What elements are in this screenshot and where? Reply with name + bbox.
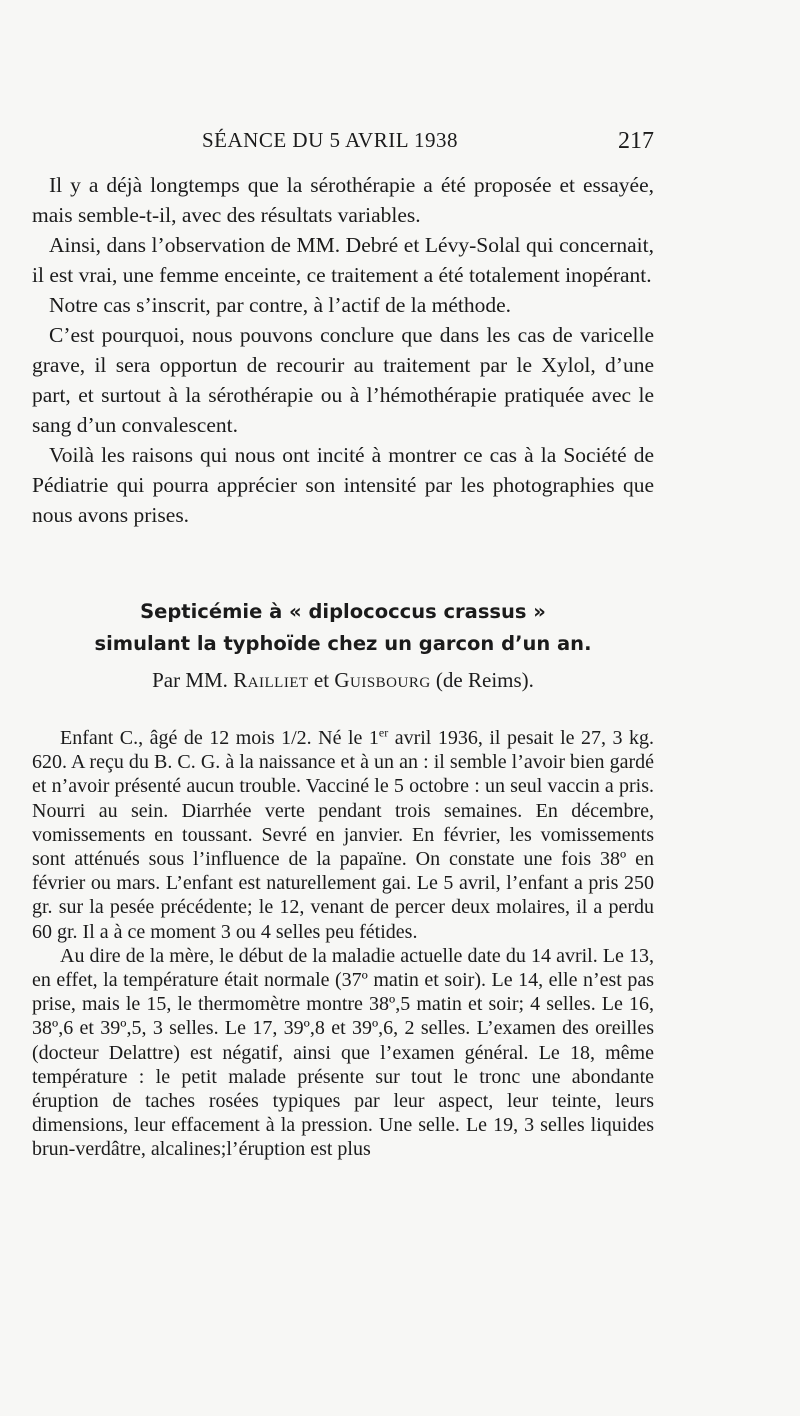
case-report-body bbox=[32, 726, 654, 1162]
byline-conjunction: et bbox=[308, 668, 335, 692]
paragraph: Ainsi, dans l’observation de MM. Debré et Lévy-Solal qui concernait, il est vrai, une femme enceinte, ce traitement a été totalement inopérant. bbox=[32, 233, 654, 287]
paragraph: Notre cas s’inscrit, par contre, à l’actif de la méthode. bbox=[49, 293, 512, 317]
article-title bbox=[32, 596, 654, 660]
text-run: Enfant C., âgé de 12 mois 1/2. Né le 1 bbox=[60, 727, 379, 749]
byline-prefix: Par MM. bbox=[152, 668, 234, 692]
article-title-line: Septicémie à « diplococcus crassus » bbox=[140, 600, 546, 623]
paragraph bbox=[32, 726, 654, 944]
author-name: Railliet bbox=[233, 668, 309, 692]
paragraph: Voilà les raisons qui nous ont incité à montrer ce cas à la Société de Pédiatrie qui pourra apprécier son intensité par les photographies que nous avons prises. bbox=[32, 443, 654, 527]
superscript: er bbox=[378, 725, 389, 740]
paragraph: C’est pourquoi, nous pouvons conclure que dans les cas de varicelle grave, il sera opportun de recourir au traitement par le Xylol, d’une part, et surtout à la sérothérapie ou à l’hémothérapie pratiquée avec le sang d’un convalescent. bbox=[32, 323, 654, 437]
text-run: avril 1936, il pesait le 27, 3 kg. 620. A reçu du B. C. G. à la naissance et à un an : il semble l’avoir bien gardé et n’avoir présenté aucun trouble. Vacciné le 5 octobre : un seul vaccin a pris. Nourri au sein. Diarrhée verte pendant trois semaines. En décembre, vomissements en toussant. Sevré en janvier. En février, les vomissements sont atténués sous l’influence de la papaïne. On constate une fois 38º en février ou mars. L’enfant est naturellement gai. Le 5 avril, l’enfant a pris 250 gr. sur la pesée précédente; le 12, venant de percer deux molaires, il a perdu 60 gr. Il a à ce moment 3 ou 4 selles peu fétides. bbox=[32, 727, 654, 943]
paragraph: Il y a déjà longtemps que la sérothérapie a été proposée et essayée, mais semble-t-il, avec des résultats variables. bbox=[32, 173, 654, 227]
page-number: 217 bbox=[618, 128, 654, 154]
previous-article-conclusion bbox=[32, 170, 654, 530]
running-header bbox=[32, 128, 654, 158]
author-name: Guisbourg bbox=[334, 668, 431, 692]
paragraph: Au dire de la mère, le début de la maladie actuelle date du 14 avril. Le 13, en effet, la température était normale (37º matin et soir). Le 14, elle n’est pas prise, mais le 15, le thermomètre montre 38º,5 matin et soir; 4 selles. Le 16, 38º,6 et 39º,5, 3 selles. Le 17, 39º,8 et 39º,6, 2 selles. L’examen des oreilles (docteur Delattre) est négatif, ainsi que l’examen général. Le 18, même température : le petit malade présente sur tout le tronc une abondante éruption de taches rosées typiques par leur aspect, leur teinte, leurs dimensions, leur effacement à la pression. Une selle. Le 19, 3 selles liquides brun-verdâtre, alcalines;l’éruption est plus bbox=[32, 944, 654, 1161]
article-title-line: simulant la typhoïde chez un garcon d’un an. bbox=[94, 632, 592, 655]
running-title: SÉANCE DU 5 AVRIL 1938 bbox=[202, 128, 459, 152]
byline-affiliation: (de Reims). bbox=[430, 668, 534, 692]
byline bbox=[32, 668, 654, 693]
